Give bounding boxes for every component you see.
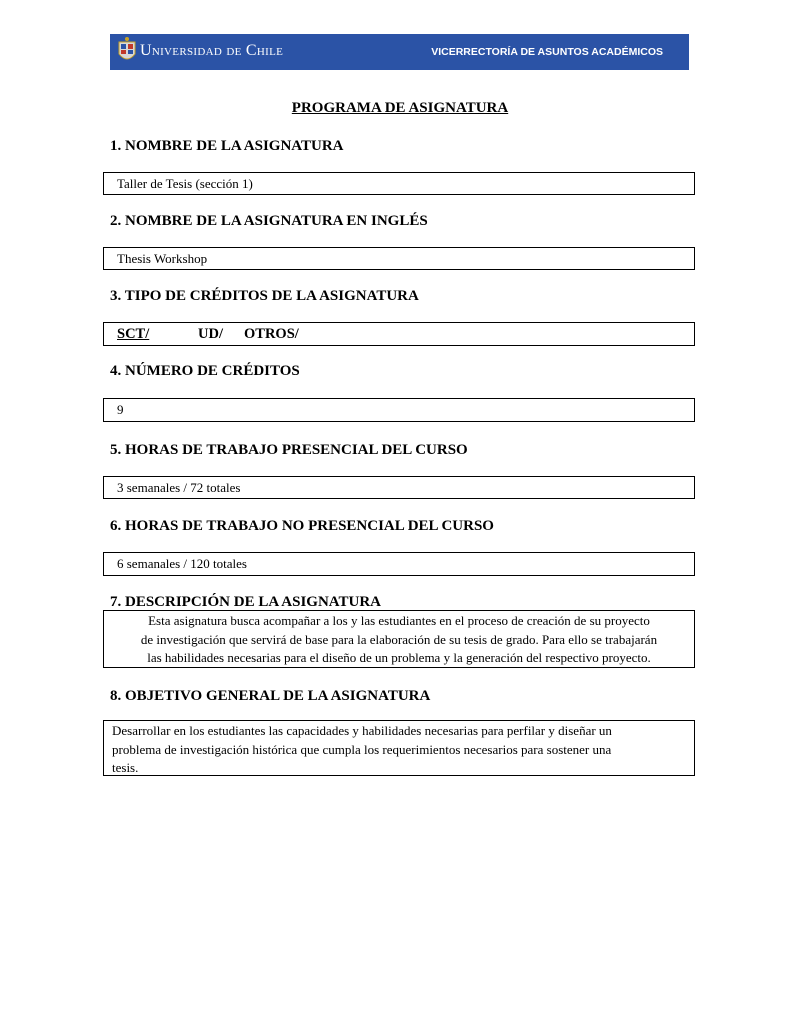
- vicerrectoria-label: VICERRECTORÍA DE ASUNTOS ACADÉMICOS: [431, 46, 663, 58]
- section-3-box: [103, 322, 695, 346]
- credit-type-ud: UD/: [198, 326, 223, 342]
- section-8-heading: 8. OBJETIVO GENERAL DE LA ASIGNATURA: [110, 688, 431, 704]
- description-line-3: las habilidades necesarias para el diseño de un problema y la generación del respectivo proyecto.: [147, 650, 651, 665]
- description-text: [104, 611, 694, 669]
- course-name-value: Taller de Tesis (sección 1): [117, 176, 253, 191]
- section-2-box: [103, 247, 695, 270]
- credit-type-otros: OTROS/: [244, 326, 299, 342]
- section-8-box: [103, 720, 695, 776]
- objective-text: [106, 721, 694, 779]
- section-2-heading: 2. NOMBRE DE LA ASIGNATURA EN INGLÉS: [110, 213, 428, 229]
- section-7-heading: 7. DESCRIPCIÓN DE LA ASIGNATURA: [110, 594, 382, 610]
- section-5-box: [103, 476, 695, 499]
- section-6-heading: 6. HORAS DE TRABAJO NO PRESENCIAL DEL CURSO: [110, 518, 494, 534]
- section-6-box: [103, 552, 695, 576]
- presencial-hours-value: 3 semanales / 72 totales: [117, 480, 241, 495]
- objective-line-3: tesis.: [112, 760, 139, 775]
- header-banner: [110, 34, 689, 70]
- section-4-box: [103, 398, 695, 422]
- description-line-2: de investigación que servirá de base para la elaboración de su tesis de grado. Para ello se trabajarán: [140, 631, 658, 647]
- description-line-1: Esta asignatura busca acompañar a los y las estudiantes en el proceso de creación de su proyecto: [148, 613, 650, 628]
- section-1-heading: 1. NOMBRE DE LA ASIGNATURA: [110, 138, 344, 154]
- page-title: PROGRAMA DE ASIGNATURA: [291, 100, 509, 116]
- non-presencial-hours-value: 6 semanales / 120 totales: [117, 556, 247, 571]
- section-3-heading: 3. TIPO DE CRÉDITOS DE LA ASIGNATURA: [110, 288, 419, 304]
- section-4-heading: 4. NÚMERO DE CRÉDITOS: [110, 363, 300, 379]
- section-5-heading: 5. HORAS DE TRABAJO PRESENCIAL DEL CURSO: [110, 442, 468, 458]
- university-crest-icon: [114, 36, 140, 68]
- section-1-box: [103, 172, 695, 195]
- section-7-box: [103, 610, 695, 668]
- credit-type-sct: SCT/: [117, 326, 150, 342]
- objective-line-1: Desarrollar en los estudiantes las capacidades y habilidades necesarias para perfilar y diseñar un: [112, 723, 612, 738]
- objective-line-2: problema de investigación histórica que cumpla los requerimientos necesarios para sostener una: [112, 741, 612, 757]
- university-name: Universidad de Chile: [140, 42, 284, 59]
- course-name-english-value: Thesis Workshop: [117, 251, 208, 266]
- credits-number-value: 9: [117, 402, 124, 417]
